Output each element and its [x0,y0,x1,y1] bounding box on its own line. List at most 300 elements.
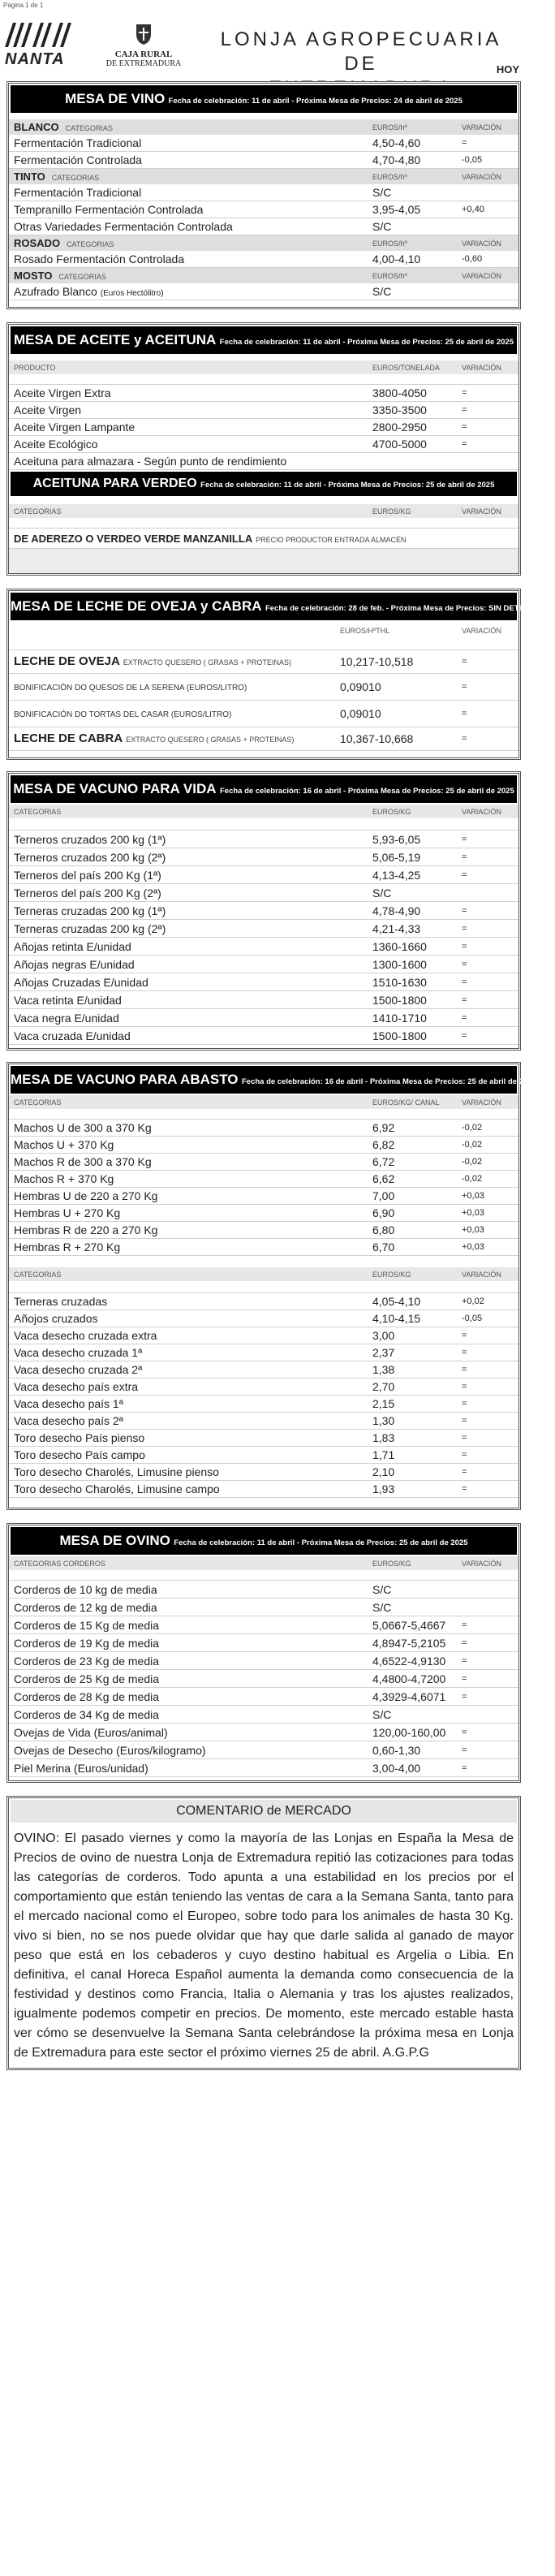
row-variation: = [462,657,467,667]
row-name [9,887,372,900]
row-variation: +0,03 [462,1225,484,1235]
row-name-text: Rosado Fermentación Controlada [14,252,185,265]
row-name-text: Piel Merina (Euros/unidad) [14,1761,148,1775]
verdeo-col-header [9,504,518,518]
group-cat: CATEGORIAS [58,273,106,281]
row-name-text: Vaca desecho país extra [14,1380,139,1393]
row-name-text: Vaca retinta E/unidad [14,993,122,1007]
group-name: MOSTO [14,270,53,282]
row-variation: = [462,734,467,744]
abasto-rows-2 [9,1293,518,1498]
nanta-stripes-icon [5,23,78,47]
row-variation: = [462,1763,467,1773]
row-variation: -0,02 [462,1140,483,1150]
row-variation: = [462,1030,467,1041]
row-price: 2,10 [372,1465,395,1478]
table-row [9,1706,518,1724]
row-name [9,220,372,233]
table-row [9,1688,518,1706]
row-variation: = [462,138,467,148]
row-name [9,1414,372,1427]
table-row [9,956,518,973]
row-variation: -0,05 [462,155,483,165]
verdeo-row [9,529,518,549]
row-price: 4700-5000 [372,438,427,451]
table-row [9,1310,518,1327]
group-var: VARIACIÓN [462,172,501,181]
row-name-text: Aceite Virgen Lampante [14,421,136,434]
row-variation: = [462,1012,467,1023]
row-name [9,153,372,166]
title-line1: LONJA AGROPECUARIA DE [220,28,502,75]
table-row [9,184,518,201]
row-name-text: Corderos de 34 Kg de media [14,1707,159,1721]
abasto-title: MESA DE VACUNO PARA ABASTO [11,1072,239,1087]
row-name-text: Hembras R + 270 Kg [14,1241,121,1253]
table-row [9,1154,518,1171]
row-variation: = [462,1691,467,1702]
row-name-text: Aceituna para almazara - Según punto de rendimiento [14,455,287,468]
row-variation: = [462,941,467,951]
row-name-text: Vaca desecho país 1ª [14,1397,123,1410]
row-name [9,1448,372,1461]
vino-tinto-header [9,169,518,184]
verdeo-title: ACEITUNA PARA VERDEO [32,477,197,490]
row-variation: = [462,1365,467,1374]
row-name-text: Fermentación Controlada [14,153,142,166]
caja-rural-line1: CAJA RURAL [114,50,173,59]
table-row [9,1447,518,1464]
abasto-banner [11,1066,536,1094]
row-name [9,833,372,846]
abasto-col-header-2 [9,1267,518,1281]
row-name-text: Corderos de 25 Kg de media [14,1672,159,1685]
table-row [9,1361,518,1379]
col-var: VARIACIÓN [462,1559,501,1568]
row-name [9,203,372,216]
group-var: VARIACIÓN [462,123,501,132]
ovino-banner [11,1527,517,1555]
row-name [9,386,372,399]
table-row [9,1293,518,1310]
aceite-col-header [9,360,518,374]
vino-tinto-rows [9,184,518,235]
row-name-text: Ovejas de Vida (Euros/animal) [14,1725,168,1739]
row-name [9,1012,372,1025]
row-price: 120,00-160,00 [372,1725,446,1739]
row-variation: +0,40 [462,205,484,214]
row-price: 5,06-5,19 [372,850,421,864]
table-row [9,1581,518,1599]
row-name [9,1431,372,1444]
table-row [9,848,518,866]
row-name-text: Terneras cruzadas 200 kg (2ª) [14,921,166,935]
row-variation: -0,02 [462,1123,483,1133]
row-name [9,1762,372,1775]
row-variation: = [462,1399,467,1409]
row-price: 1,83 [372,1431,395,1444]
row-price: 2,37 [372,1346,395,1359]
table-row [9,453,518,470]
row-price: S/C [372,1707,392,1721]
table-row [9,1120,518,1137]
table-row [9,884,518,902]
table-row [9,991,518,1009]
vida-banner [11,775,517,803]
row-variation: = [462,834,467,844]
col-unit: EUROS/TONELADA [372,363,440,372]
row-variation: = [462,1348,467,1357]
row-variation: = [462,1484,467,1494]
row-name [9,252,372,265]
group-unit: EUROS/hº [372,271,407,280]
row-variation: = [462,977,467,987]
row-name-text: Hembras U de 220 a 270 Kg [14,1189,158,1202]
row-variation: = [462,959,467,969]
row-price: 3,00-4,00 [372,1761,421,1775]
table-row [9,1137,518,1154]
row-price: 1300-1600 [372,957,427,971]
table-row [9,1652,518,1670]
row-price: 1360-1660 [372,939,427,953]
row-name [9,1637,372,1650]
row-name [9,1363,372,1376]
vida-title: MESA DE VACUNO PARA VIDA [13,781,217,796]
row-name [9,1329,372,1342]
row-name [9,654,340,669]
col-unit: EUROS/HºTHL [340,627,390,635]
vino-blanco-header [9,119,518,135]
table-row [9,674,518,701]
row-price: 3350-3500 [372,403,427,416]
table-row [9,152,518,169]
row-name-text: Vaca desecho país 2ª [14,1414,123,1427]
table-row [9,1413,518,1430]
table-row [9,1239,518,1256]
row-price: S/C [372,285,392,298]
row-name [9,1655,372,1668]
row-variation: -0,60 [462,254,483,264]
row-variation: -0,02 [462,1174,483,1184]
row-name-text: Terneros del país 200 Kg (1ª) [14,868,161,882]
table-row [9,1396,518,1413]
row-name [9,1312,372,1325]
table-row [9,218,518,235]
leche-title: MESA DE LECHE DE OVEJA y CABRA [11,598,262,614]
ovino-col-header [9,1556,518,1570]
row-name-text: Terneros del país 200 Kg (2ª) [14,886,161,900]
row-name-text: Machos U de 300 a 370 Kg [14,1121,152,1134]
row-variation: = [462,869,467,880]
verdeo-name: DE ADEREZO O VERDEO VERDE MANZANILLA [14,533,253,545]
row-price: 0,60-1,30 [372,1743,421,1757]
row-name [9,285,372,298]
row-name-text: Añojas Cruzadas E/unidad [14,975,148,989]
group-name: TINTO [14,170,45,183]
row-price: 10,367-10,668 [340,732,414,745]
section-vacuno-vida [6,771,521,1051]
col-var: VARIACIÓN [462,1270,501,1279]
table-row [9,135,518,152]
row-name [9,1241,372,1253]
row-variation: = [462,439,467,449]
row-price: 2,70 [372,1380,395,1393]
row-price: 1,30 [372,1414,395,1427]
row-name-text: Aceite Virgen Extra [14,386,111,399]
nanta-wordmark: NANTA [5,50,65,68]
row-name-text: Añojas negras E/unidad [14,957,135,971]
hoy-logo: HOY [496,63,519,76]
row-price: 4,78-4,90 [372,904,421,917]
row-variation: = [462,1727,467,1737]
row-variation: = [462,1433,467,1443]
table-row [9,1205,518,1222]
row-name [9,1380,372,1393]
row-price: 4,8947-5,2105 [372,1636,446,1650]
row-price: S/C [372,1600,392,1614]
section-leche [6,589,555,760]
col-var: VARIACIÓN [462,807,501,816]
row-price: 1500-1800 [372,993,427,1007]
row-name [9,1672,372,1685]
verdeo-dates: Fecha de celebración: 11 de abril - Próxima Mesa de Precios: 25 de abril de 2025 [200,481,495,490]
row-price: S/C [372,886,392,900]
table-row [9,1027,518,1045]
row-name [9,1601,372,1614]
aceite-rows [9,385,518,470]
table-row [9,1670,518,1688]
row-variation: -0,05 [462,1314,483,1323]
row-price: 6,70 [372,1241,395,1253]
row-name-text: Vaca negra E/unidad [14,1011,119,1025]
row-price: 1500-1800 [372,1029,427,1042]
row-variation: = [462,1620,467,1630]
row-variation: = [462,923,467,934]
row-variation: -0,02 [462,1157,483,1167]
row-name [9,1223,372,1236]
row-price: 4,6522-4,9130 [372,1654,446,1668]
row-variation: = [462,1655,467,1666]
row-name [9,976,372,989]
col-unit: EUROS/KG [372,807,411,816]
row-variation: +0,03 [462,1242,484,1252]
row-price: 4,13-4,25 [372,868,421,882]
vida-rows [9,831,518,1045]
nanta-logo [5,23,78,71]
row-variation: = [462,1673,467,1684]
table-row [9,831,518,848]
row-name-text: Vaca desecho cruzada extra [14,1329,157,1342]
table-row [9,1009,518,1027]
col-var: VARIACIÓN [462,507,501,516]
row-name [9,731,340,746]
row-variation: = [462,995,467,1005]
comentario-text: OVINO: El pasado viernes y como la mayoría de las Lonjas en España la Mesa de Precios de ovino de nuestra Lonja de Extremadura repitió las cotizaciones para todas las categorías de corderos. Todo apunta a una estabilidad en los precios por el comportamiento que están teniendo las ventas de cara a la Semana Santa, tanto para el mercado nacional como el Europeo, sobre todo para los animales de hasta 30 Kg. vivo si bien, no se nos puede olvidar que hay que darle salida al ganado de mayor peso que está en los cebaderos y cuyo destino habitual es Argelia o Libia. En definitiva, el canal Horeca Español aumenta la demanda como consecuencia de la festividad y destinos como Francia, Italia o Alemania y tras los ajustes realizados, igualmente podemos competir en precios. De momento, este mercado estable hasta ver cómo se desenvuelve la Semana Santa celebrándose la próxima mesa en Lonja de Extremadura para este sector el próximo viernes 25 de abril. A.G.P.G [14,1832,514,2060]
row-variation: = [462,1467,467,1477]
row-name-text: Corderos de 19 Kg de media [14,1636,159,1650]
section-ovino [6,1523,521,1783]
table-row [9,1430,518,1447]
table-row [9,1759,518,1777]
row-name-text: Tempranillo Fermentación Controlada [14,203,204,216]
row-name [9,1482,372,1495]
row-name-text: BONIFICACIÓN DO QUESOS DE LA SERENA (EUROS/LITRO) [14,684,247,693]
row-name [9,1121,372,1134]
row-name-text: Toro desecho País pienso [14,1431,145,1444]
row-name-text: Toro desecho País campo [14,1448,145,1461]
row-price: 0,09010 [340,707,381,720]
row-price: 5,0667-5,4667 [372,1618,446,1632]
row-price: 4,50-4,60 [372,136,421,149]
page-counter: Página 1 de 1 [3,2,44,9]
table-row [9,701,518,727]
table-row [9,902,518,920]
group-cat: CATEGORIAS [51,174,100,182]
col-unit: EUROS/KG/ CANAL [372,1098,440,1107]
row-name-text: Vaca cruzada E/unidad [14,1029,131,1042]
vino-dates: Fecha de celebración: 11 de abril - Próxima Mesa de Precios: 24 de abril de 2025 [168,97,462,106]
vida-dates: Fecha de celebración: 16 de abril - Próxima Mesa de Precios: 25 de abril de 2025 [220,787,514,796]
row-variation: = [462,1450,467,1460]
row-price: 1,71 [372,1448,395,1461]
row-name [9,455,372,468]
table-row [9,1222,518,1239]
table-row [9,1741,518,1759]
vino-banner [11,85,517,113]
row-name-text: Machos R de 300 a 370 Kg [14,1155,152,1168]
caja-rural-logo [91,23,196,71]
row-name [9,680,340,694]
table-row [9,1327,518,1344]
row-note: EXTRACTO QUESERO ( GRASAS + PROTEINAS) [126,736,295,744]
row-price: 6,62 [372,1172,395,1185]
row-variation: = [462,388,467,398]
row-price: 6,80 [372,1223,395,1236]
row-variation: = [462,422,467,432]
table-row [9,1344,518,1361]
row-name-text: Vaca desecho cruzada 1ª [14,1346,143,1359]
row-name [9,1619,372,1632]
group-name: ROSADO [14,237,61,249]
table-row [9,1599,518,1616]
row-name [9,994,372,1007]
row-name-text: Añojos cruzados [14,1312,98,1325]
section-vino [6,81,521,309]
col-categorias: CATEGORIAS [14,1270,62,1279]
section-comentario [6,1796,521,2070]
row-price: 4,10-4,15 [372,1312,421,1325]
row-name-text: Añojas retinta E/unidad [14,939,131,953]
row-name-text: Machos U + 370 Kg [14,1138,114,1151]
table-row [9,436,518,453]
table-row [9,1481,518,1498]
row-name-text: Machos R + 370 Kg [14,1172,114,1185]
table-row [9,973,518,991]
row-name [9,136,372,149]
row-price: 4,00-4,10 [372,252,421,265]
row-price: 6,72 [372,1155,395,1168]
row-name-text: Terneros cruzados 200 kg (1ª) [14,832,166,846]
table-row [9,920,518,938]
row-note: EXTRACTO QUESERO ( GRASAS + PROTEINAS) [123,658,291,667]
table-row [9,727,518,751]
row-price: 4,21-4,33 [372,921,421,935]
row-price: 1,38 [372,1363,395,1376]
section-aceite [6,322,521,576]
row-name [9,922,372,935]
table-row [9,385,518,402]
row-name [9,869,372,882]
group-var: VARIACIÓN [462,239,501,248]
row-price: 10,217-10,518 [340,655,414,668]
row-name-text: Azufrado Blanco [14,285,97,298]
row-price: 5,93-6,05 [372,832,421,846]
row-name [9,1744,372,1757]
row-price: 1410-1710 [372,1011,427,1025]
row-price: 6,90 [372,1206,395,1219]
group-var: VARIACIÓN [462,271,501,280]
row-name [9,904,372,917]
row-price: 3,00 [372,1329,395,1342]
table-row [9,1188,518,1205]
row-name-text: Corderos de 28 Kg de media [14,1689,159,1703]
row-name [9,1397,372,1410]
table-row [9,1379,518,1396]
vida-col-header [9,805,518,818]
leche-rows [9,650,518,751]
row-name-text: Hembras U + 270 Kg [14,1206,121,1219]
row-price: S/C [372,186,392,199]
leche-dates: Fecha de celebración: 28 de feb. - Próxima Mesa de Precios: SIN DETERMINAR [265,604,555,613]
verdeo-note: PRECIO PRODUCTOR ENTRADA ALMACÉN [256,536,407,544]
row-name [9,421,372,434]
row-price: 6,92 [372,1121,395,1134]
row-name [9,706,340,721]
ovino-title: MESA DE OVINO [59,1533,170,1548]
col-categorias: CATEGORIAS [14,507,62,516]
row-name-text: Terneras cruzadas [14,1295,108,1308]
row-name-text: LECHE DE CABRA [14,731,123,745]
table-row [9,1616,518,1634]
row-variation: = [462,852,467,862]
row-variation: = [462,905,467,916]
row-price: 6,82 [372,1138,395,1151]
vino-title: MESA DE VINO [65,91,166,106]
vino-mosto-rows [9,283,518,300]
row-name [9,1138,372,1151]
vino-blanco-rows [9,135,518,169]
ovino-dates: Fecha de celebración: 11 de abril - Próxima Mesa de Precios: 25 de abril de 2025 [174,1538,468,1547]
row-name [9,1295,372,1308]
row-name [9,958,372,971]
row-name-text: Corderos de 23 Kg de media [14,1654,159,1668]
row-variation: +0,02 [462,1297,484,1306]
table-row [9,283,518,300]
row-name [9,403,372,416]
col-unit: EUROS/KG [372,507,411,516]
row-name-text: Terneros cruzados 200 kg (2ª) [14,850,166,864]
row-name [9,186,372,199]
row-name-text: Fermentación Tradicional [14,186,142,199]
col-categorias: CATEGORIAS [14,807,62,816]
row-name-text: Ovejas de Desecho (Euros/kilogramo) [14,1743,206,1757]
row-name-text: Corderos de 10 kg de media [14,1582,157,1596]
row-name [9,851,372,864]
row-name [9,1172,372,1185]
group-unit: EUROS/hº [372,123,407,132]
row-name-text: BONIFICACIÓN DO TORTAS DEL CASAR (EUROS/LITRO) [14,710,232,719]
row-variation: = [462,682,467,692]
